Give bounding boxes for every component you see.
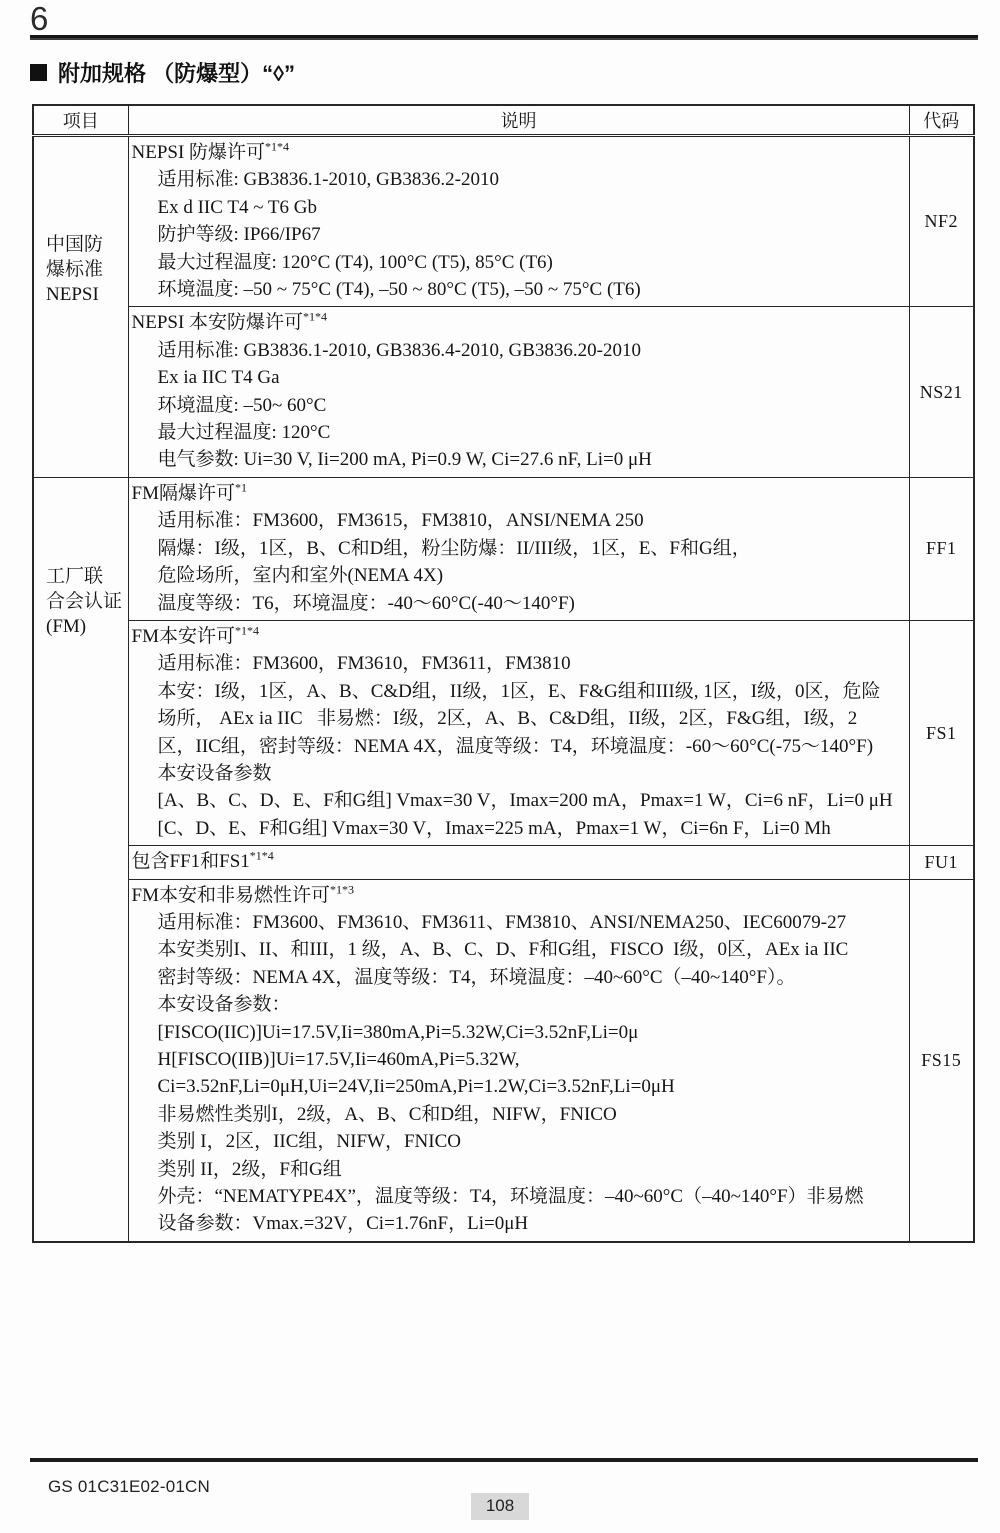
- spec-line: [132, 882, 905, 909]
- spec-line-text: H[FISCO(IIB)]Ui=17.5V,Ii=460mA,Pi=5.32W,: [157, 1049, 520, 1070]
- spec-line-text: 适用标准：FM3600，FM3610，FM3611，FM3810: [157, 653, 571, 675]
- table-header-row: [33, 105, 974, 136]
- spec-table: [32, 104, 975, 1243]
- spec-line: [132, 733, 905, 760]
- spec-line: [132, 562, 905, 589]
- spec-line: [132, 364, 905, 391]
- spec-line: [132, 1210, 905, 1237]
- spec-line-text: 场所， AEx ia IIC 非易燃：I级，2区，A、B、C&D组，II级，2区，F&G组，I级，2: [157, 708, 858, 730]
- spec-line-text: 密封等级：NEMA 4X，温度等级：T4，环境温度：–40~60°C（–40~140°F）。: [157, 966, 796, 988]
- table-row: [33, 879, 974, 1242]
- code-cell: FU1: [909, 846, 974, 879]
- code-cell: NF2: [909, 136, 974, 307]
- spec-line: [132, 1019, 905, 1046]
- item-label-line: 爆标准: [46, 259, 104, 280]
- spec-line-text: 环境温度: –50 ~ 75°C (T4), –50 ~ 80°C (T5), –50 ~ 75°C (T6): [157, 279, 641, 301]
- chapter-number: 6: [30, 0, 49, 37]
- table-row: [33, 477, 974, 620]
- spec-line: [132, 1128, 905, 1155]
- table-row: [33, 846, 974, 879]
- spec-line-text: 危险场所，室内和室外(NEMA 4X): [157, 565, 444, 587]
- item-label-line: 工厂联: [46, 565, 104, 587]
- code-cell: FS1: [909, 620, 974, 845]
- spec-line-text: 非易燃性类别I，2级，A、B、C和D组，NIFW，FNICO: [157, 1103, 617, 1125]
- spec-line: [132, 249, 905, 276]
- spec-line-text: [FISCO(IIC)]Ui=17.5V,Ii=380mA,Pi=5.32W,Ci=3.52nF,Li=0μ: [157, 1021, 639, 1043]
- spec-line-text: 设备参数：Vmax.=32V，Ci=1.76nF，Li=0μH: [157, 1213, 529, 1235]
- spec-line: [132, 337, 905, 364]
- description-cell: [128, 136, 909, 307]
- spec-line-text: 隔爆：I级，1区，B、C和D组，粉尘防爆：II/III级，1区，E、F和G组，: [157, 537, 751, 559]
- spec-line: [132, 446, 905, 473]
- spec-line: [132, 787, 905, 814]
- spec-line-text: FM本安和非易燃性许可: [131, 884, 330, 906]
- spec-line: [132, 392, 905, 419]
- spec-line: [132, 276, 905, 303]
- spec-line-text: 适用标准：FM3600、FM3610、FM3611、FM3810、ANSI/NEMA250、IEC60079-27: [157, 911, 847, 933]
- footnote-marker: *1*4: [249, 848, 274, 863]
- spec-line: [132, 623, 905, 650]
- footer-page-number-wrap: [0, 1493, 1000, 1520]
- spec-line-text: NEPSI 本安防爆许可: [131, 312, 304, 334]
- table-row: [33, 136, 974, 307]
- spec-line-text: Ex ia IIC T4 Ga: [157, 367, 280, 389]
- spec-line: [132, 1073, 905, 1100]
- spec-line: [132, 309, 905, 336]
- column-header-item: 项目: [33, 105, 128, 136]
- spec-line-text: 适用标准: GB3836.1-2010, GB3836.4-2010, GB3836.20-2010: [157, 339, 641, 361]
- spec-line-text: 最大过程温度: 120°C (T4), 100°C (T5), 85°C (T6): [157, 251, 553, 273]
- description-cell: [128, 477, 909, 620]
- spec-line-text: Ex d IIC T4 ~ T6 Gb: [157, 196, 317, 218]
- spec-line: [132, 1183, 905, 1210]
- spec-line-text: FM隔爆许可: [131, 482, 235, 504]
- spec-line-text: 本安：I级，1区，A、B、C&D组，II级，1区，E、F&G组和III级, 1区，I级，0区，危险: [157, 680, 881, 702]
- spec-line-text: 电气参数: Ui=30 V, Ii=200 mA, Pi=0.9 W, Ci=27.6 nF, Li=0 μH: [157, 449, 652, 471]
- footnote-marker: *1*4: [234, 623, 259, 638]
- item-label-line: 合会认证: [46, 590, 123, 612]
- item-label-line: NEPSI: [46, 284, 99, 305]
- spec-line-text: 本安类别I、II、和III，1 级，A、B、C、D、F和G组，FISCO I级，0区，AEx ia IIC: [157, 939, 849, 961]
- spec-line: [132, 507, 905, 534]
- spec-line: [132, 535, 905, 562]
- spec-line: [132, 909, 905, 936]
- spec-line: [132, 760, 905, 787]
- spec-line: [132, 221, 905, 248]
- spec-line: [132, 964, 905, 991]
- footnote-marker: *1*3: [329, 882, 354, 897]
- spec-line-text: 本安设备参数：: [157, 994, 291, 1016]
- spec-line-text: 环境温度: –50~ 60°C: [157, 394, 327, 416]
- description-cell: [128, 879, 909, 1242]
- spec-line-text: [C、D、E、F和G组] Vmax=30 V，Imax=225 mA，Pmax=1 W，Ci=6n F，Li=0 Mh: [157, 817, 831, 839]
- spec-line: [132, 678, 905, 705]
- spec-line-text: 适用标准：FM3600，FM3615，FM3810，ANSI/NEMA 250: [157, 510, 644, 532]
- spec-line-text: 适用标准: GB3836.1-2010, GB3836.2-2010: [157, 169, 499, 191]
- spec-line: [132, 590, 905, 617]
- code-cell: NS21: [909, 307, 974, 477]
- spec-line-text: 包含FF1和FS1: [131, 851, 250, 873]
- spec-line: [132, 848, 905, 875]
- spec-line: [132, 650, 905, 677]
- spec-line-text: 防护等级: IP66/IP67: [157, 224, 321, 246]
- spec-line: [132, 194, 905, 221]
- spec-line: [132, 705, 905, 732]
- spec-line: [132, 815, 905, 842]
- footer-document-number: GS 01C31E02-01CN: [48, 1477, 210, 1496]
- spec-line-text: 最大过程温度: 120°C: [157, 422, 331, 444]
- spec-line-text: NEPSI 防爆许可: [131, 142, 266, 163]
- spec-line-text: [A、B、C、D、E、F和G组] Vmax=30 V，Imax=200 mA，Pmax=1 W，Ci=6 nF，Li=0 μH: [157, 790, 893, 812]
- spec-line-text: FM本安许可: [131, 625, 235, 647]
- table-row: [33, 620, 974, 845]
- footnote-marker: *1*4: [265, 139, 290, 154]
- spec-line: [132, 480, 905, 507]
- item-label-line: 中国防: [46, 234, 104, 255]
- spec-line: [132, 1101, 905, 1128]
- spec-line: [132, 166, 905, 193]
- spec-line-text: 温度等级：T6，环境温度：-40～60°C(-40～140°F): [157, 592, 575, 614]
- description-cell: [128, 620, 909, 845]
- footnote-marker: *1: [234, 480, 247, 495]
- code-cell: FF1: [909, 477, 974, 620]
- column-header-code: 代码: [909, 105, 974, 136]
- spec-line-text: 区，IIC组，密封等级：NEMA 4X，温度等级：T4，环境温度：-60～60°C(-75～140°F): [157, 735, 874, 757]
- section-title: [30, 57, 295, 88]
- spec-line-text: 本安设备参数: [157, 762, 272, 784]
- section-title-text: 附加规格 （防爆型）“◊”: [58, 61, 295, 86]
- section-bullet-square-icon: [30, 64, 47, 81]
- spec-line: [132, 991, 905, 1018]
- code-cell: FS15: [909, 879, 974, 1242]
- spec-line: [132, 1156, 905, 1183]
- item-cell: [33, 477, 128, 1241]
- spec-line-text: 外壳：“NEMATYPE4X”，温度等级：T4，环境温度：–40~60°C（–40~140°F）非易燃: [157, 1186, 864, 1208]
- footer-page-number: 108: [471, 1493, 529, 1520]
- spec-line: [132, 139, 905, 166]
- description-cell: [128, 846, 909, 879]
- spec-line: [132, 936, 905, 963]
- item-cell: [33, 136, 128, 478]
- item-label-line: (FM): [46, 615, 87, 637]
- footer-rule: [30, 1458, 978, 1462]
- spec-line: [132, 419, 905, 446]
- spec-line-text: 类别 II，2级，F和G组: [157, 1158, 342, 1180]
- column-header-description: 说明: [128, 105, 909, 136]
- table-row: [33, 307, 974, 477]
- footnote-marker: *1*4: [303, 310, 328, 325]
- spec-line-text: Ci=3.52nF,Li=0μH,Ui=24V,Ii=250mA,Pi=1.2W,Ci=3.52nF,Li=0μH: [157, 1076, 675, 1098]
- spec-table-body: [33, 136, 974, 1242]
- spec-line-text: 类别 I，2区，IIC组，NIFW，FNICO: [157, 1131, 461, 1153]
- description-cell: [128, 307, 909, 477]
- header-rule: [30, 35, 978, 40]
- spec-line: [132, 1046, 905, 1073]
